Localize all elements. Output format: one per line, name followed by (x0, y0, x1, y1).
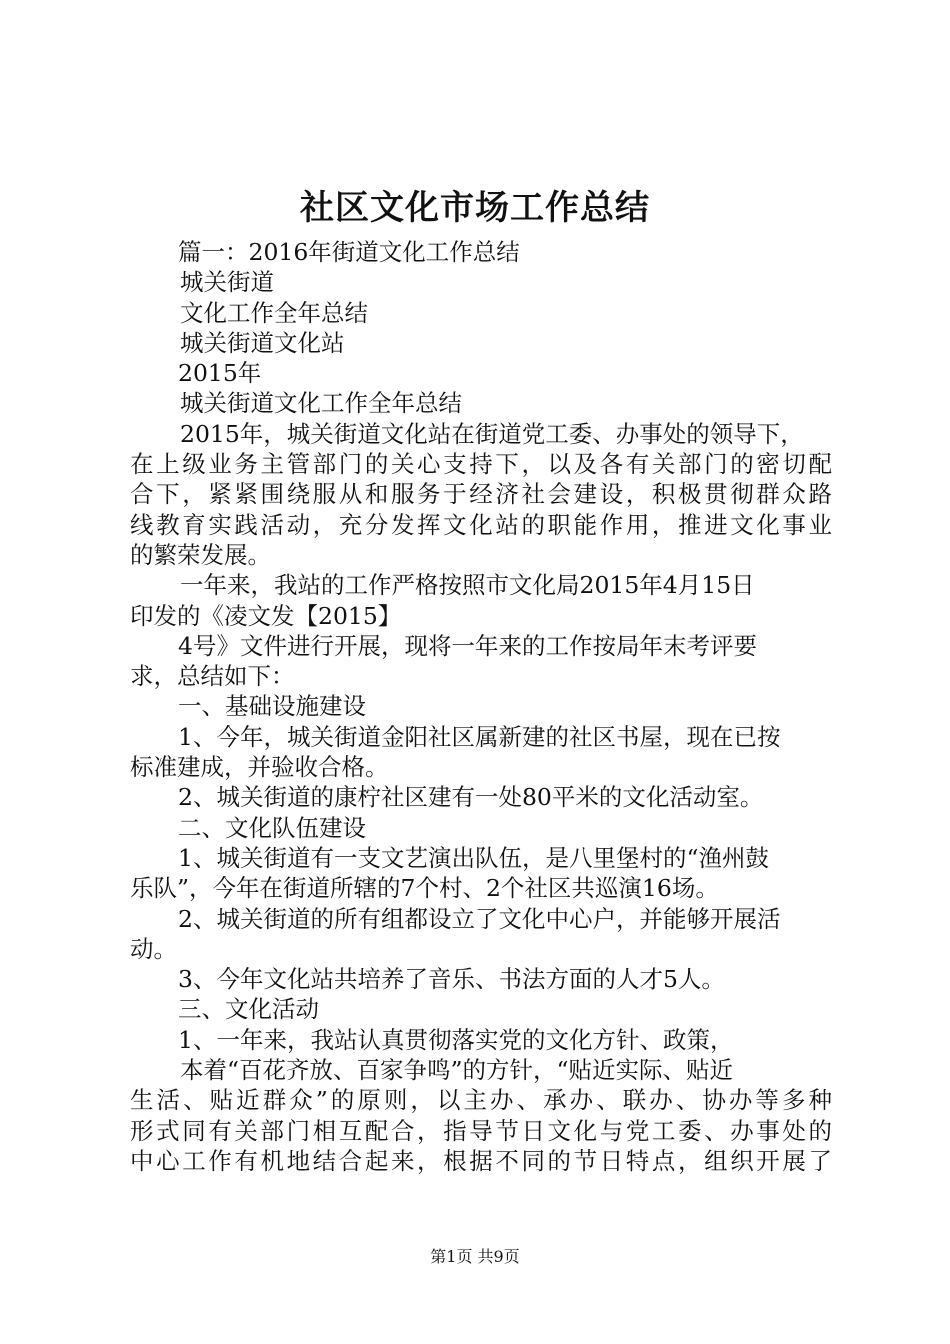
paragraph-line: 2、城关街道的所有组都设立了文化中心户，并能够开展活 (178, 904, 781, 933)
paragraph-line: 形式同有关部门相互配合，指导节日文化与党工委、办事处的 (130, 1116, 832, 1145)
paragraph-line: 合下，紧紧围绕服从和服务于经济社会建设，积极贯彻群众路 (130, 480, 832, 509)
paragraph-line: 三、文化活动 (178, 995, 319, 1024)
paragraph-line: 二、文化队伍建设 (178, 813, 366, 842)
paragraph-line: 文化工作全年总结 (180, 298, 368, 327)
paragraph-line: 1、今年，城关街道金阳社区属新建的社区书屋，现在已按 (178, 722, 781, 751)
paragraph-line: 在上级业务主管部门的关心支持下，以及各有关部门的密切配 (130, 450, 832, 479)
paragraph-line: 一年来，我站的工作严格按照市文化局2015年4月15日 (180, 571, 755, 600)
paragraph-line: 1、一年来，我站认真贯彻落实党的文化方针、政策， (178, 1025, 734, 1054)
paragraph-line: 城关街道文化站 (180, 328, 345, 357)
paragraph-line: 本着“百花齐放、百家争鸣”的方针，“贴近实际、贴近 (180, 1056, 734, 1085)
paragraph-line: 城关街道文化工作全年总结 (180, 389, 462, 418)
page-footer: 第1页 共9页 (430, 1247, 520, 1266)
paragraph-line: 的繁荣发展。 (130, 540, 271, 569)
paragraph-line: 标准建成，并验收合格。 (130, 753, 389, 782)
paragraph-line: 4号》文件进行开展，现将一年来的工作按局年末考评要 (178, 631, 757, 660)
paragraph-line: 2、城关街道的康柠社区建有一处80平米的文化活动室。 (178, 783, 764, 812)
paragraph-line: 一、基础设施建设 (178, 692, 366, 721)
paragraph-line: 印发的《凌文发【2015】 (130, 601, 402, 630)
paragraph-line: 中心工作有机地结合起来，根据不同的节日特点，组织开展了 (130, 1146, 832, 1175)
document-body (130, 237, 832, 1176)
paragraph-line: 3、今年文化站共培养了音乐、书法方面的人才5人。 (178, 965, 725, 994)
paragraph-line: 篇一：2016年街道文化工作总结 (178, 238, 520, 266)
paragraph-line: 乐队”，今年在街道所辖的7个村、2个社区共巡演16场。 (130, 874, 719, 903)
paragraph-line: 线教育实践活动，充分发挥文化站的职能作用，推进文化事业 (130, 510, 832, 539)
document-title: 社区文化市场工作总结 (300, 188, 650, 228)
paragraph-line: 2015年，城关街道文化站在街道党工委、办事处的领导下， (180, 419, 804, 448)
paragraph-line: 求，总结如下： (130, 662, 295, 691)
paragraph-line: 生活、贴近群众”的原则，以主办、承办、联办、协办等多种 (130, 1086, 832, 1115)
paragraph-line: 城关街道 (180, 268, 274, 297)
paragraph-line: 动。 (130, 934, 177, 963)
paragraph-line: 2015年 (178, 359, 262, 388)
paragraph-line: 1、城关街道有一支文艺演出队伍，是八里堡村的“渔州鼓 (178, 843, 769, 872)
